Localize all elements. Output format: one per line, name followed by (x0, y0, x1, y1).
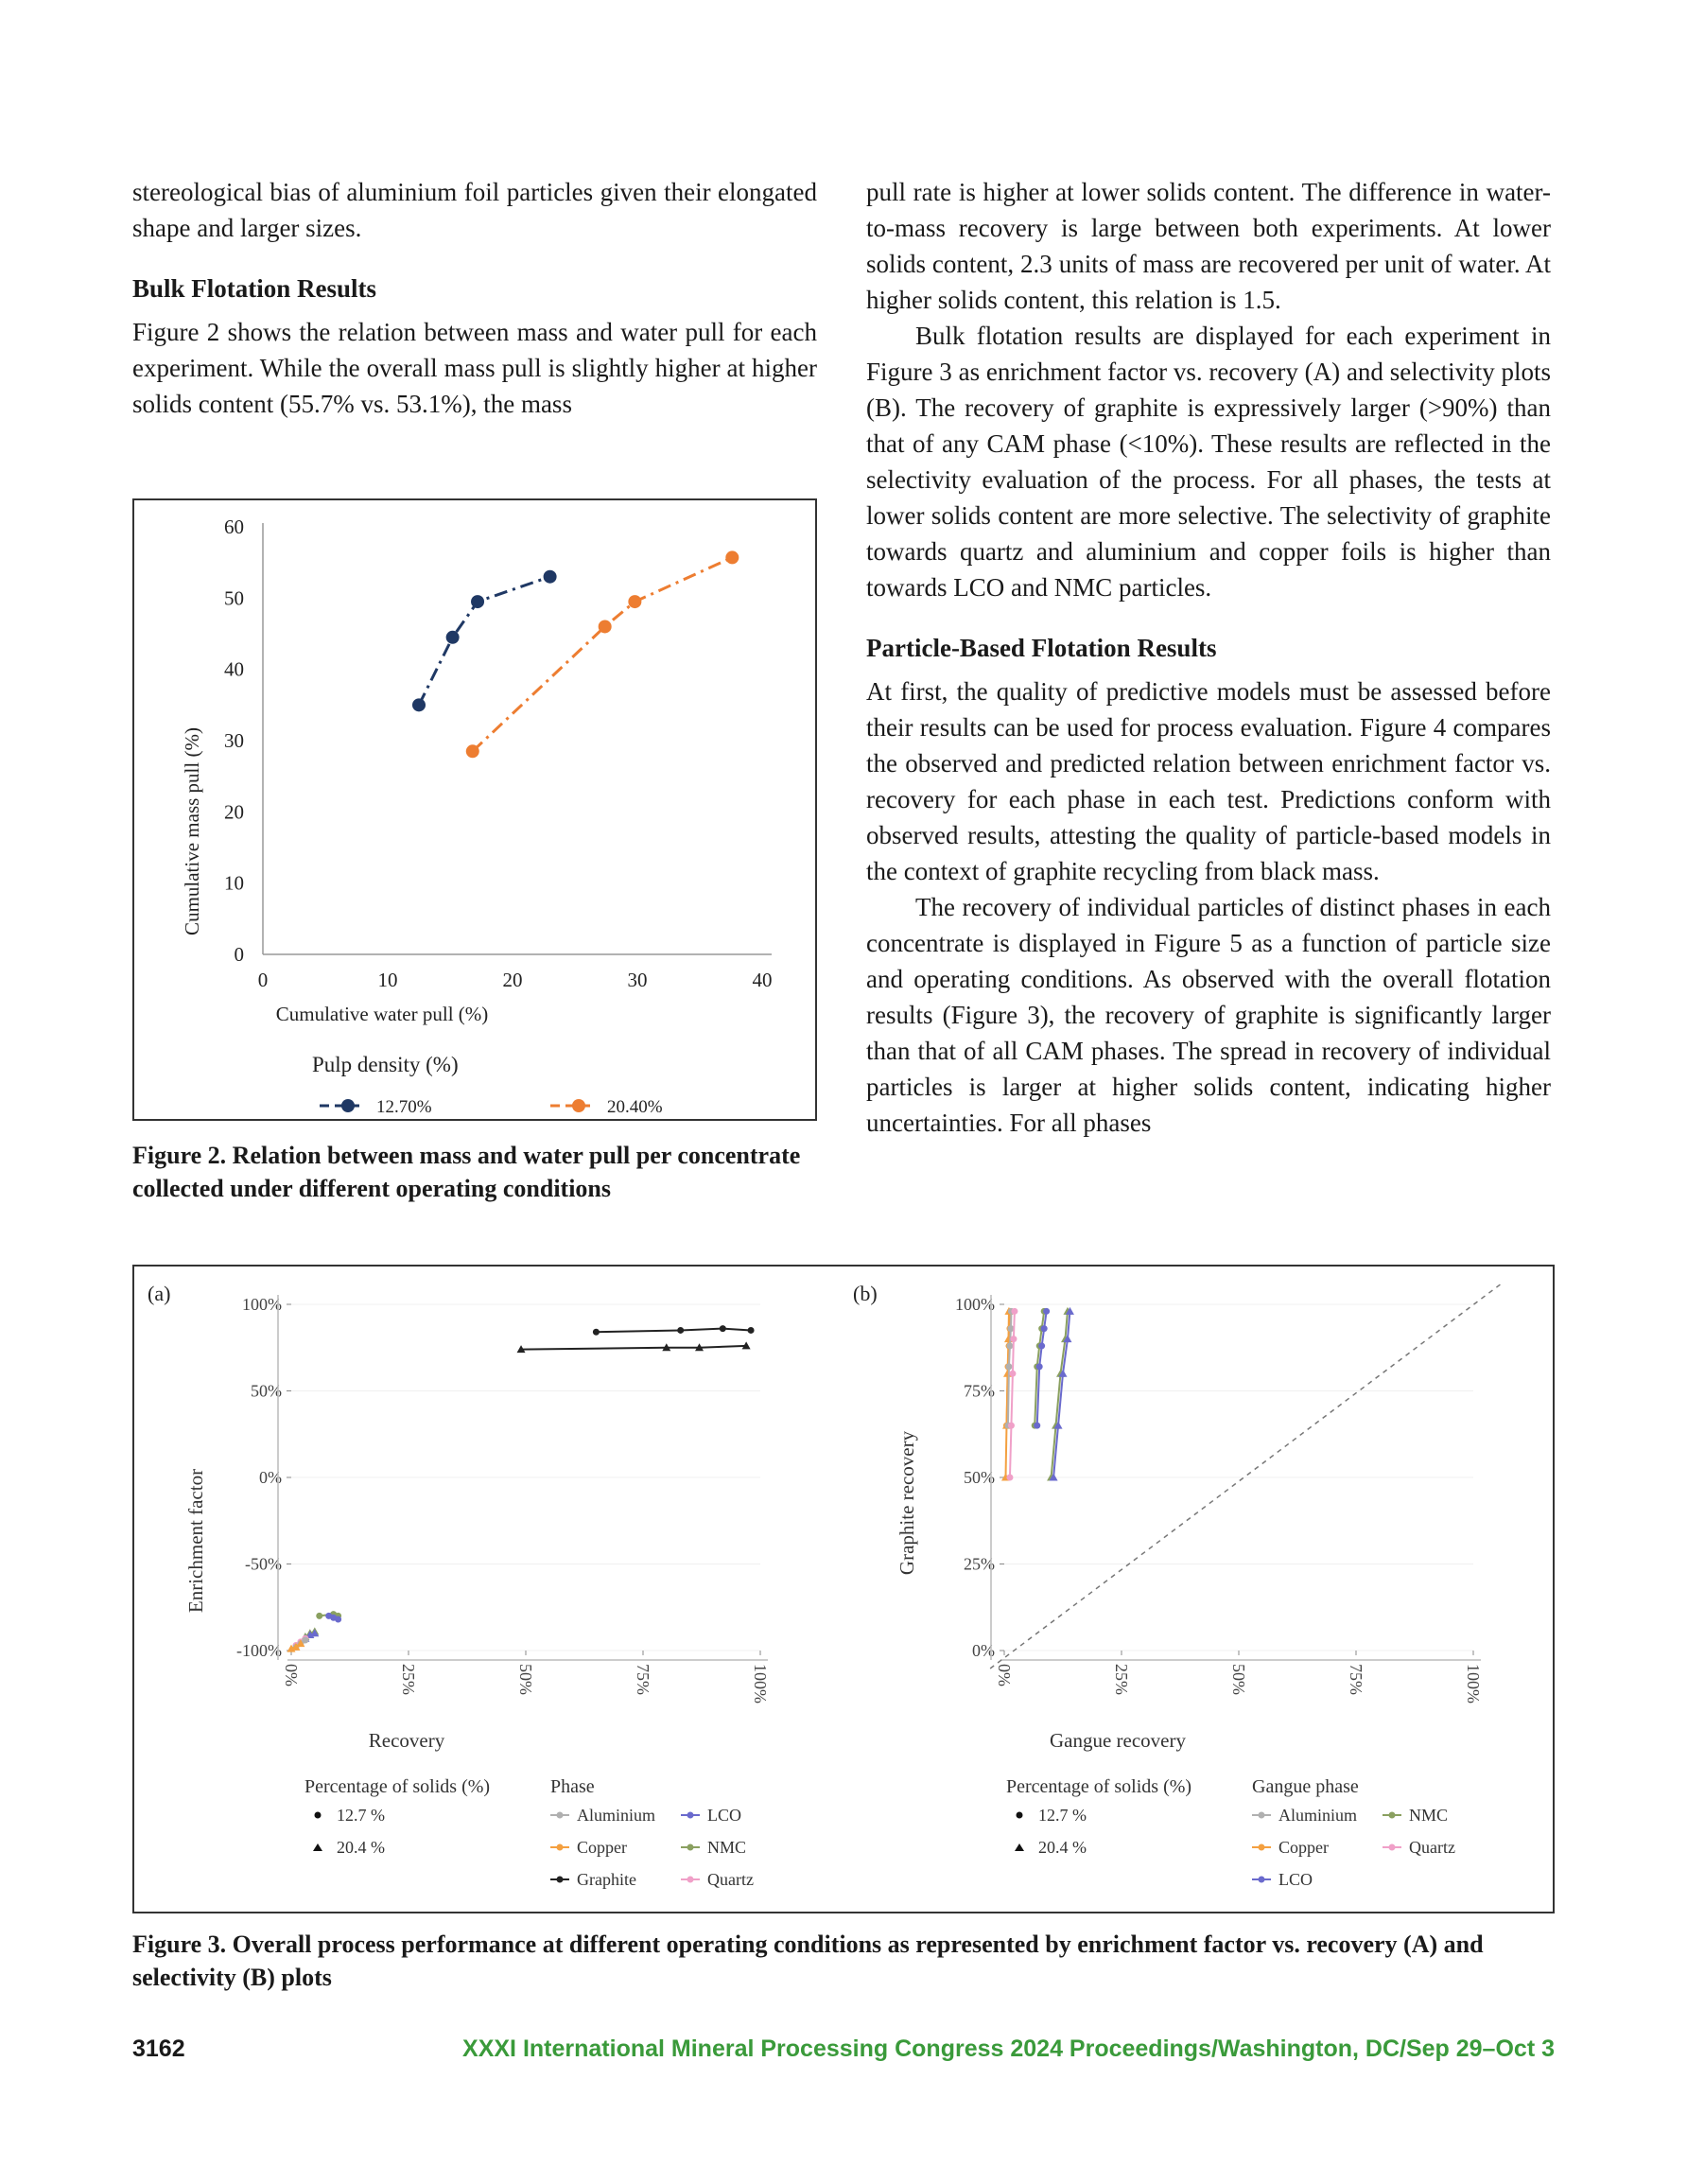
figure-2-chart (134, 500, 815, 1119)
y-tick-label: 20 (224, 800, 244, 824)
data-point (316, 1613, 322, 1619)
x-tick-label: 50% (516, 1664, 535, 1695)
x-tick-label: 10 (377, 969, 398, 991)
data-point (335, 1616, 341, 1623)
legend-title: Pulp density (%) (312, 1053, 459, 1076)
data-point (1011, 1308, 1017, 1315)
figure-2-caption: Figure 2. Relation between mass and water pull per concentrate collected under different operating conditions (132, 1142, 801, 1202)
paragraph: stereological bias of aluminium foil particles given their elongated shape and larger sizes. (132, 178, 817, 242)
data-point (599, 620, 612, 633)
paragraph: pull rate is higher at lower solids content. The difference in water-to-mass recovery is large between both experiments. At lower solids content, 2.3 units of mass are recovered per unit of water. At higher solids content, this relation is 1.5. (866, 178, 1551, 314)
data-point (1010, 1336, 1017, 1342)
x-tick-label: 0% (282, 1664, 301, 1686)
x-tick-label: 100% (1464, 1664, 1483, 1704)
data-point (725, 550, 739, 564)
legend-label: 12.70% (376, 1097, 432, 1117)
section-heading: Particle-Based Flotation Results (866, 634, 1217, 662)
x-axis-label: Cumulative water pull (%) (275, 1003, 489, 1025)
series-line-0 (419, 577, 550, 706)
series-line-graphite (521, 1346, 746, 1350)
legend-marker (557, 1877, 564, 1883)
y-tick-label: 75% (964, 1381, 995, 1401)
legend-title: Percentage of solids (%) (304, 1776, 491, 1797)
panel-label-b: (b) (853, 1282, 878, 1305)
legend-marker (557, 1812, 564, 1819)
legend-marker (1389, 1844, 1396, 1851)
proceedings-title: XXXI International Mineral Processing Congress 2024 Proceedings/Washington, DC/Sep 29–Oct 3 (462, 2035, 1555, 2062)
data-point (1005, 1363, 1012, 1370)
legend-marker (687, 1812, 694, 1819)
x-tick-label: 25% (1112, 1664, 1131, 1695)
data-point (1043, 1308, 1050, 1315)
data-point (1008, 1423, 1015, 1429)
y-tick-label: 25% (964, 1554, 995, 1574)
figure-3-caption: Figure 3. Overall process performance at different operating conditions as represented by enrichment factor vs. recovery (A) and selectivity (B) plots (132, 1931, 1484, 1991)
x-tick-label: 100% (751, 1664, 770, 1704)
legend-label: NMC (1409, 1806, 1449, 1825)
x-tick-label: 75% (1347, 1664, 1365, 1695)
legend-marker (557, 1844, 564, 1851)
x-tick-label: 0 (257, 969, 269, 991)
legend-marker (572, 1099, 585, 1112)
legend-label: Aluminium (1278, 1806, 1358, 1825)
data-point (1034, 1423, 1040, 1429)
data-point (628, 595, 641, 608)
data-point (593, 1329, 600, 1336)
legend-title: Gangue phase (1252, 1776, 1359, 1797)
y-axis-label: Cumulative mass pull (%) (181, 727, 203, 935)
panel-a (148, 1282, 770, 1889)
y-tick-label: 100% (242, 1295, 282, 1314)
figure-2 (132, 498, 817, 1121)
legend-marker (1259, 1844, 1265, 1851)
x-tick-label: 40 (752, 969, 773, 991)
left-column (132, 174, 817, 422)
data-point (720, 1325, 726, 1332)
data-point (1006, 1475, 1013, 1481)
legend-label: Quartz (707, 1870, 754, 1889)
legend-label: Quartz (1409, 1838, 1455, 1857)
page-number: 3162 (132, 2035, 185, 2062)
legend-title: Phase (550, 1776, 595, 1797)
y-tick-label: 10 (224, 871, 244, 895)
x-axis-label: Recovery (368, 1729, 445, 1752)
y-tick-label: 100% (955, 1295, 995, 1314)
paragraph: Figure 2 shows the relation between mass and water pull for each experiment. While the overall mass pull is slightly higher at higher solids content (55.7% vs. 53.1%), the mass (132, 318, 817, 418)
legend-marker (1389, 1812, 1396, 1819)
data-point (1006, 1342, 1013, 1349)
legend-marker (1259, 1812, 1265, 1819)
legend-marker (687, 1877, 694, 1883)
legend-label: 20.4 % (337, 1838, 385, 1857)
legend-label: 12.7 % (1038, 1806, 1087, 1825)
data-point (1038, 1342, 1045, 1349)
x-tick-label: 30 (627, 969, 648, 991)
y-tick-label: 0% (972, 1641, 995, 1660)
right-column (866, 174, 1551, 1141)
data-point (544, 570, 557, 584)
x-axis-label: Gangue recovery (1049, 1729, 1187, 1752)
series-line-graphite (596, 1329, 751, 1333)
figure-3 (132, 1265, 1555, 1913)
y-tick-label: 60 (224, 515, 244, 538)
data-point (1036, 1363, 1043, 1370)
y-tick-label: 0% (259, 1468, 282, 1487)
legend-label: 12.7 % (337, 1806, 385, 1825)
y-tick-label: -50% (245, 1554, 282, 1574)
data-point (302, 1637, 308, 1644)
legend-label: 20.40% (607, 1097, 663, 1117)
paragraph: Bulk flotation results are displayed for each experiment in Figure 3 as enrichment factor vs. recovery (A) and selectivity plots (B). The recovery of graphite is expressively larger (>90%) than that of any CAM phase (<10%). These results are reflected in the selectivity evaluation of the process. For all phases, the tests at lower solids content are more selective. The selectivity of graphite towards quartz and aluminium and copper foils is higher than towards LCO and NMC particles. (866, 322, 1551, 602)
series-line-1 (473, 557, 733, 751)
legend-marker (315, 1812, 322, 1819)
y-tick-label: 50% (251, 1381, 282, 1401)
legend-label: Copper (577, 1838, 627, 1857)
data-point (1041, 1325, 1048, 1332)
x-tick-label: 50% (1229, 1664, 1248, 1695)
y-tick-label: 0 (234, 943, 244, 966)
legend-marker (1015, 1843, 1024, 1851)
y-tick-label: -100% (236, 1641, 282, 1660)
y-tick-label: 50 (224, 586, 244, 610)
legend-label: Aluminium (577, 1806, 656, 1825)
legend-title: Percentage of solids (%) (1006, 1776, 1192, 1797)
paragraph: At first, the quality of predictive models must be assessed before their results can be used for process evaluation. Figure 4 compares the observed and predicted relation between enrichment factor vs. recovery for each phase in each test. Predictions conform with observed results, attesting the quality of particle-based models in the context of graphite recycling from black mass. (866, 677, 1551, 885)
legend-label: LCO (1278, 1870, 1313, 1889)
legend-label: 20.4 % (1038, 1838, 1087, 1857)
data-point (466, 744, 479, 758)
data-point (471, 595, 484, 608)
legend-label: NMC (707, 1838, 747, 1857)
y-axis-label: Enrichment factor (184, 1468, 207, 1614)
data-point (748, 1327, 755, 1334)
legend-marker (341, 1099, 355, 1112)
paragraph: The recovery of individual particles of distinct phases in each concentrate is displayed in Figure 5 as a function of particle size and operating conditions. As observed with the overall flotation results (Figure 3), the recovery of graphite is significantly larger than that of all CAM phases. The spread in recovery of individual particles is larger at higher solids content, indicating higher uncertainties. For all phases (866, 893, 1551, 1137)
legend-marker (1017, 1812, 1023, 1819)
section-heading: Bulk Flotation Results (132, 274, 377, 303)
x-tick-label: 25% (399, 1664, 418, 1695)
legend-marker (1259, 1877, 1265, 1883)
data-point (677, 1327, 684, 1334)
legend-marker (313, 1843, 322, 1851)
data-point (446, 631, 460, 644)
panel-label-a: (a) (148, 1282, 171, 1305)
data-point (412, 698, 426, 711)
x-tick-label: 20 (502, 969, 523, 991)
x-tick-label: 75% (634, 1664, 652, 1695)
legend-label: Copper (1278, 1838, 1329, 1857)
y-axis-label: Graphite recovery (896, 1430, 918, 1576)
legend-label: Graphite (577, 1870, 636, 1889)
y-tick-label: 50% (964, 1468, 995, 1487)
x-tick-label: 0% (995, 1664, 1014, 1686)
figure-3-chart (134, 1267, 1553, 1912)
y-tick-label: 40 (224, 657, 244, 681)
data-point (1009, 1371, 1016, 1377)
legend-label: LCO (707, 1806, 741, 1825)
panel-b (853, 1282, 1502, 1889)
y-tick-label: 30 (224, 729, 244, 752)
legend-marker (687, 1844, 694, 1851)
